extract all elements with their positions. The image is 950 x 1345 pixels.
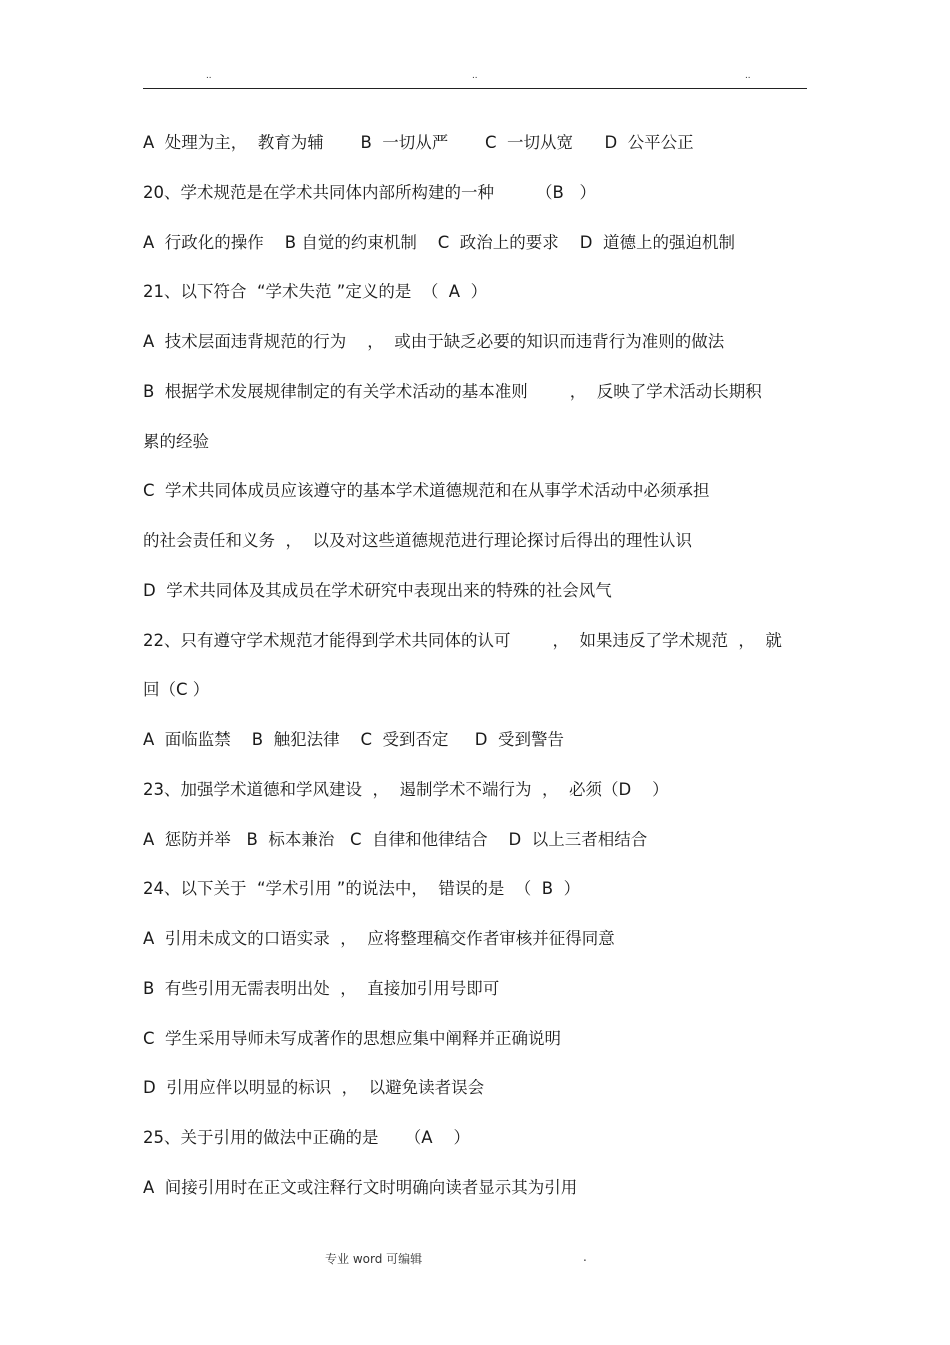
text-line: A 面临监禁 B 触犯法律 C 受到否定 D 受到警告 [143,730,564,749]
question-line: 20、学术规范是在学术共同体内部所构建的一种 （B ） [143,182,597,202]
text-line: A 处理为主， 教育为辅 B 一切从严 C 一切从宽 D 公平公正 [143,133,694,152]
header-dots-right: .. [745,70,751,81]
text-line: D 引用应伴以明显的标识 ， 以避免读者误会 [143,1078,485,1098]
text-line: 回（C ） [143,680,210,700]
footer-text: 专业 word 可编辑 [325,1252,423,1266]
text-line: B 根据学术发展规律制定的有关学术活动的基本准则 ， 反映了学术活动长期积 [143,381,762,401]
text-line: B 有些引用无需表明出处 ， 直接加引用号即可 [143,978,500,998]
text-line: A 惩防并举 B 标本兼治 C 自律和他律结合 D 以上三者相结合 [143,829,648,849]
document-body [143,125,807,1220]
text-line: A 行政化的操作 B 自觉的约束机制 C 政治上的要求 D 道德上的强迫机制 [143,232,735,252]
question-line: 25、关于引用的做法中正确的是 （A ） [143,1128,470,1147]
text-line: 累的经验 [143,431,209,451]
question-line: 24、以下关于 “学术引用 ”的说法中， 错误的是 （ B ） [143,879,581,899]
text-line: D 学术共同体及其成员在学术研究中表现出来的特殊的社会风气 [143,580,612,600]
text-line: 的社会责任和义务 ， 以及对这些道德规范进行理论探讨后得出的理性认识 [143,531,692,550]
text-line: C 学术共同体成员应该遵守的基本学术道德规范和在从事学术活动中必须承担 [143,481,710,501]
header-dots-left: .. [206,70,212,81]
header-rule [143,88,807,89]
question-line: 21、以下符合 “学术失范 ”定义的是 （ A ） [143,282,488,302]
header-dots-center: .. [472,70,478,81]
question-line: 23、加强学术道德和学风建设 ， 遏制学术不端行为 ， 必须（D ） [143,779,669,799]
text-line: A 引用未成文的口语实录 ， 应将整理稿交作者审核并征得同意 [143,929,615,948]
text-line: A 技术层面违背规范的行为 ， 或由于缺乏必要的知识而违背行为准则的做法 [143,332,725,351]
text-line: A 间接引用时在正文或注释行文时明确向读者显示其为引用 [143,1177,578,1197]
question-line: 22、只有遵守学术规范才能得到学术共同体的认可 ， 如果违反了学术规范 ， 就 [143,630,782,650]
footer-dot: . [583,1250,587,1264]
text-line: C 学生采用导师未写成著作的思想应集中阐释并正确说明 [143,1028,562,1048]
